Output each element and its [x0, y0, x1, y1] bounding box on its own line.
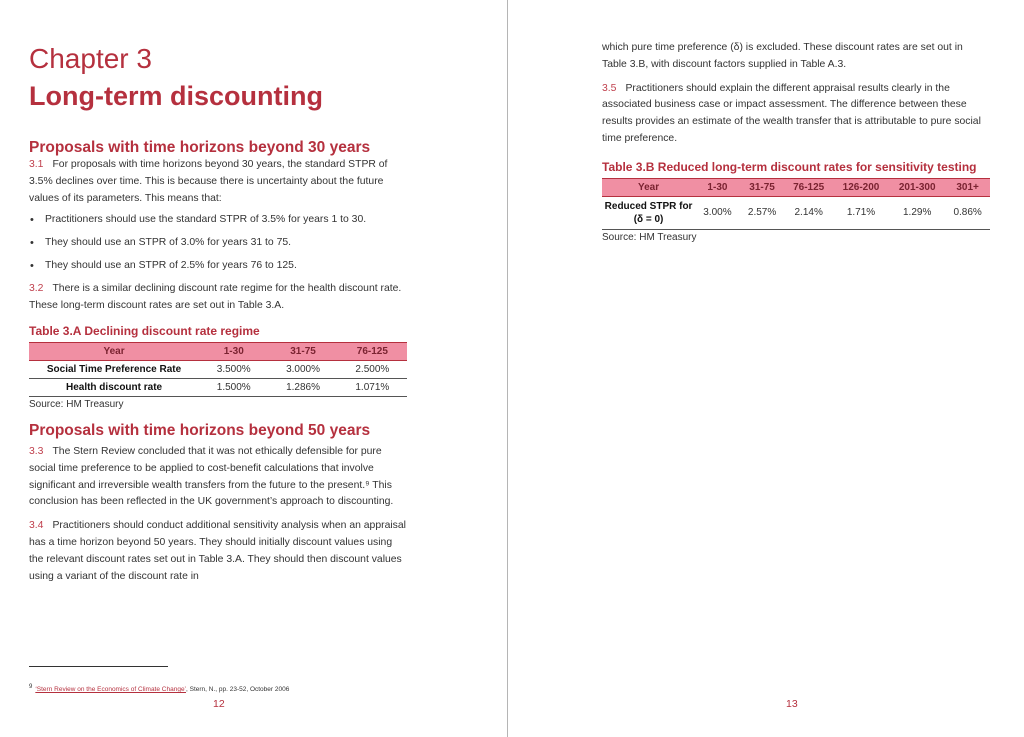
table-3a	[29, 342, 407, 397]
table-header-cell: Year	[29, 342, 199, 360]
table-row	[602, 196, 990, 229]
bullet-item: • They should use an STPR of 3.0% for years 31 to 75.	[29, 235, 407, 251]
table-cell: 3.00%	[695, 196, 740, 229]
chapter-label: Chapter 3	[29, 43, 152, 74]
page-13	[508, 0, 1024, 737]
paragraph-3-2	[29, 281, 407, 315]
table-3b-caption: Table 3.B Reduced long-term discount rates for sensitivity testing	[602, 159, 977, 174]
page-13-content	[602, 40, 990, 244]
paragraph-number: 3.2	[29, 283, 44, 295]
table-header-row	[602, 178, 990, 196]
table-3a-caption: Table 3.A Declining discount rate regime	[29, 323, 260, 338]
table-header-cell: 76-125	[784, 178, 833, 196]
section-heading-50-years: Proposals with time horizons beyond 50 years	[29, 421, 371, 439]
table-cell: 1.500%	[199, 378, 268, 396]
page-number: 12	[213, 698, 225, 710]
footnote-marker: 9	[29, 684, 33, 690]
table-cell: 2.500%	[338, 360, 407, 378]
table-cell: 3.000%	[268, 360, 337, 378]
table-header-cell: 201-300	[889, 178, 945, 196]
paragraph-3-4	[29, 518, 407, 585]
table-cell: 1.29%	[889, 196, 945, 229]
table-row-label: Social Time Preference Rate	[29, 360, 199, 378]
page-number: 13	[786, 698, 798, 710]
footnote	[29, 684, 289, 693]
paragraph-text: The Stern Review concluded that it was not ethically defensible for pure social time preference to be applied to cost-benefit calculations that involve significant and irreversible wealth transfers from the future to the present.⁹ This conclusion has been reflected in the UK government’s approach to discounting.	[29, 445, 394, 508]
table-cell: 2.14%	[784, 196, 833, 229]
table-header-cell: 76-125	[338, 342, 407, 360]
chapter-title: Long-term discounting	[29, 81, 323, 111]
paragraph-number: 3.4	[29, 520, 44, 532]
paragraph-3-4-continued: which pure time preference (δ) is excluded. These discount rates are set out in Table 3.B, with discount factors supplied in Table A.3.	[602, 42, 963, 70]
table-cell: 1.71%	[833, 196, 889, 229]
table-row	[29, 378, 407, 396]
paragraph-text: There is a similar declining discount rate regime for the health discount rate. These long-term discount rates are set out in Table 3.A.	[29, 283, 402, 312]
table-header-cell: 301+	[945, 178, 990, 196]
paragraph-text: Practitioners should conduct additional sensitivity analysis when an appraisal has a time horizon beyond 50 years. They should initially discount values using the relevant discount rates set out in Table 3.A. They should then discount values using a variant of the discount rate in	[29, 520, 406, 582]
bullet-item: • Practitioners should use the standard STPR of 3.5% for years 1 to 30.	[29, 212, 407, 228]
section-heading-30-years: Proposals with time horizons beyond 30 years	[29, 139, 371, 156]
table-header-cell: 126-200	[833, 178, 889, 196]
table-row	[29, 360, 407, 378]
table-header-row	[29, 342, 407, 360]
table-header-cell: 31-75	[268, 342, 337, 360]
table-cell: 3.500%	[199, 360, 268, 378]
paragraph-number: 3.5	[602, 82, 617, 94]
table-row-label: Reduced STPR for (δ = 0)	[602, 196, 695, 229]
page-12-content	[29, 42, 407, 585]
table-cell: 2.57%	[740, 196, 785, 229]
table-cell: 1.286%	[268, 378, 337, 396]
bullet-item: • They should use an STPR of 2.5% for years 76 to 125.	[29, 258, 407, 274]
footnote-text: , Stern, N., pp. 23-52, October 2006	[186, 686, 290, 694]
table-cell: 1.071%	[338, 378, 407, 396]
table-row-label: Health discount rate	[29, 378, 199, 396]
table-header-cell: 1-30	[695, 178, 740, 196]
paragraph-number: 3.3	[29, 445, 44, 457]
table-3a-source: Source: HM Treasury	[29, 398, 124, 410]
table-header-cell: 31-75	[740, 178, 785, 196]
paragraph-3-3	[29, 444, 407, 511]
page-12	[0, 0, 507, 737]
paragraph-number: 3.1	[29, 159, 44, 170]
table-header-cell: Year	[602, 178, 695, 196]
paragraph-3-5	[602, 81, 990, 148]
bullet-list	[29, 212, 407, 274]
table-cell: 0.86%	[945, 196, 990, 229]
footnote-divider	[29, 666, 168, 667]
paragraph-text: Practitioners should explain the different appraisal results clearly in the associated business case or impact assessment. The difference between these results provides an estimate of the wealth transfer that is attributable to pure social time preference.	[602, 82, 981, 144]
table-header-cell: 1-30	[199, 342, 268, 360]
table-3b-source: Source: HM Treasury	[602, 231, 697, 243]
paragraph-text: For proposals with time horizons beyond 30 years, the standard STPR of 3.5% declines over time. This is because there is uncertainty about the future values of its parameters. This means that:	[29, 159, 388, 204]
table-3b	[602, 178, 990, 230]
footnote-link[interactable]: ‘Stern Review on the Economics of Climate Change’	[35, 686, 186, 694]
paragraph-3-1	[29, 157, 407, 207]
